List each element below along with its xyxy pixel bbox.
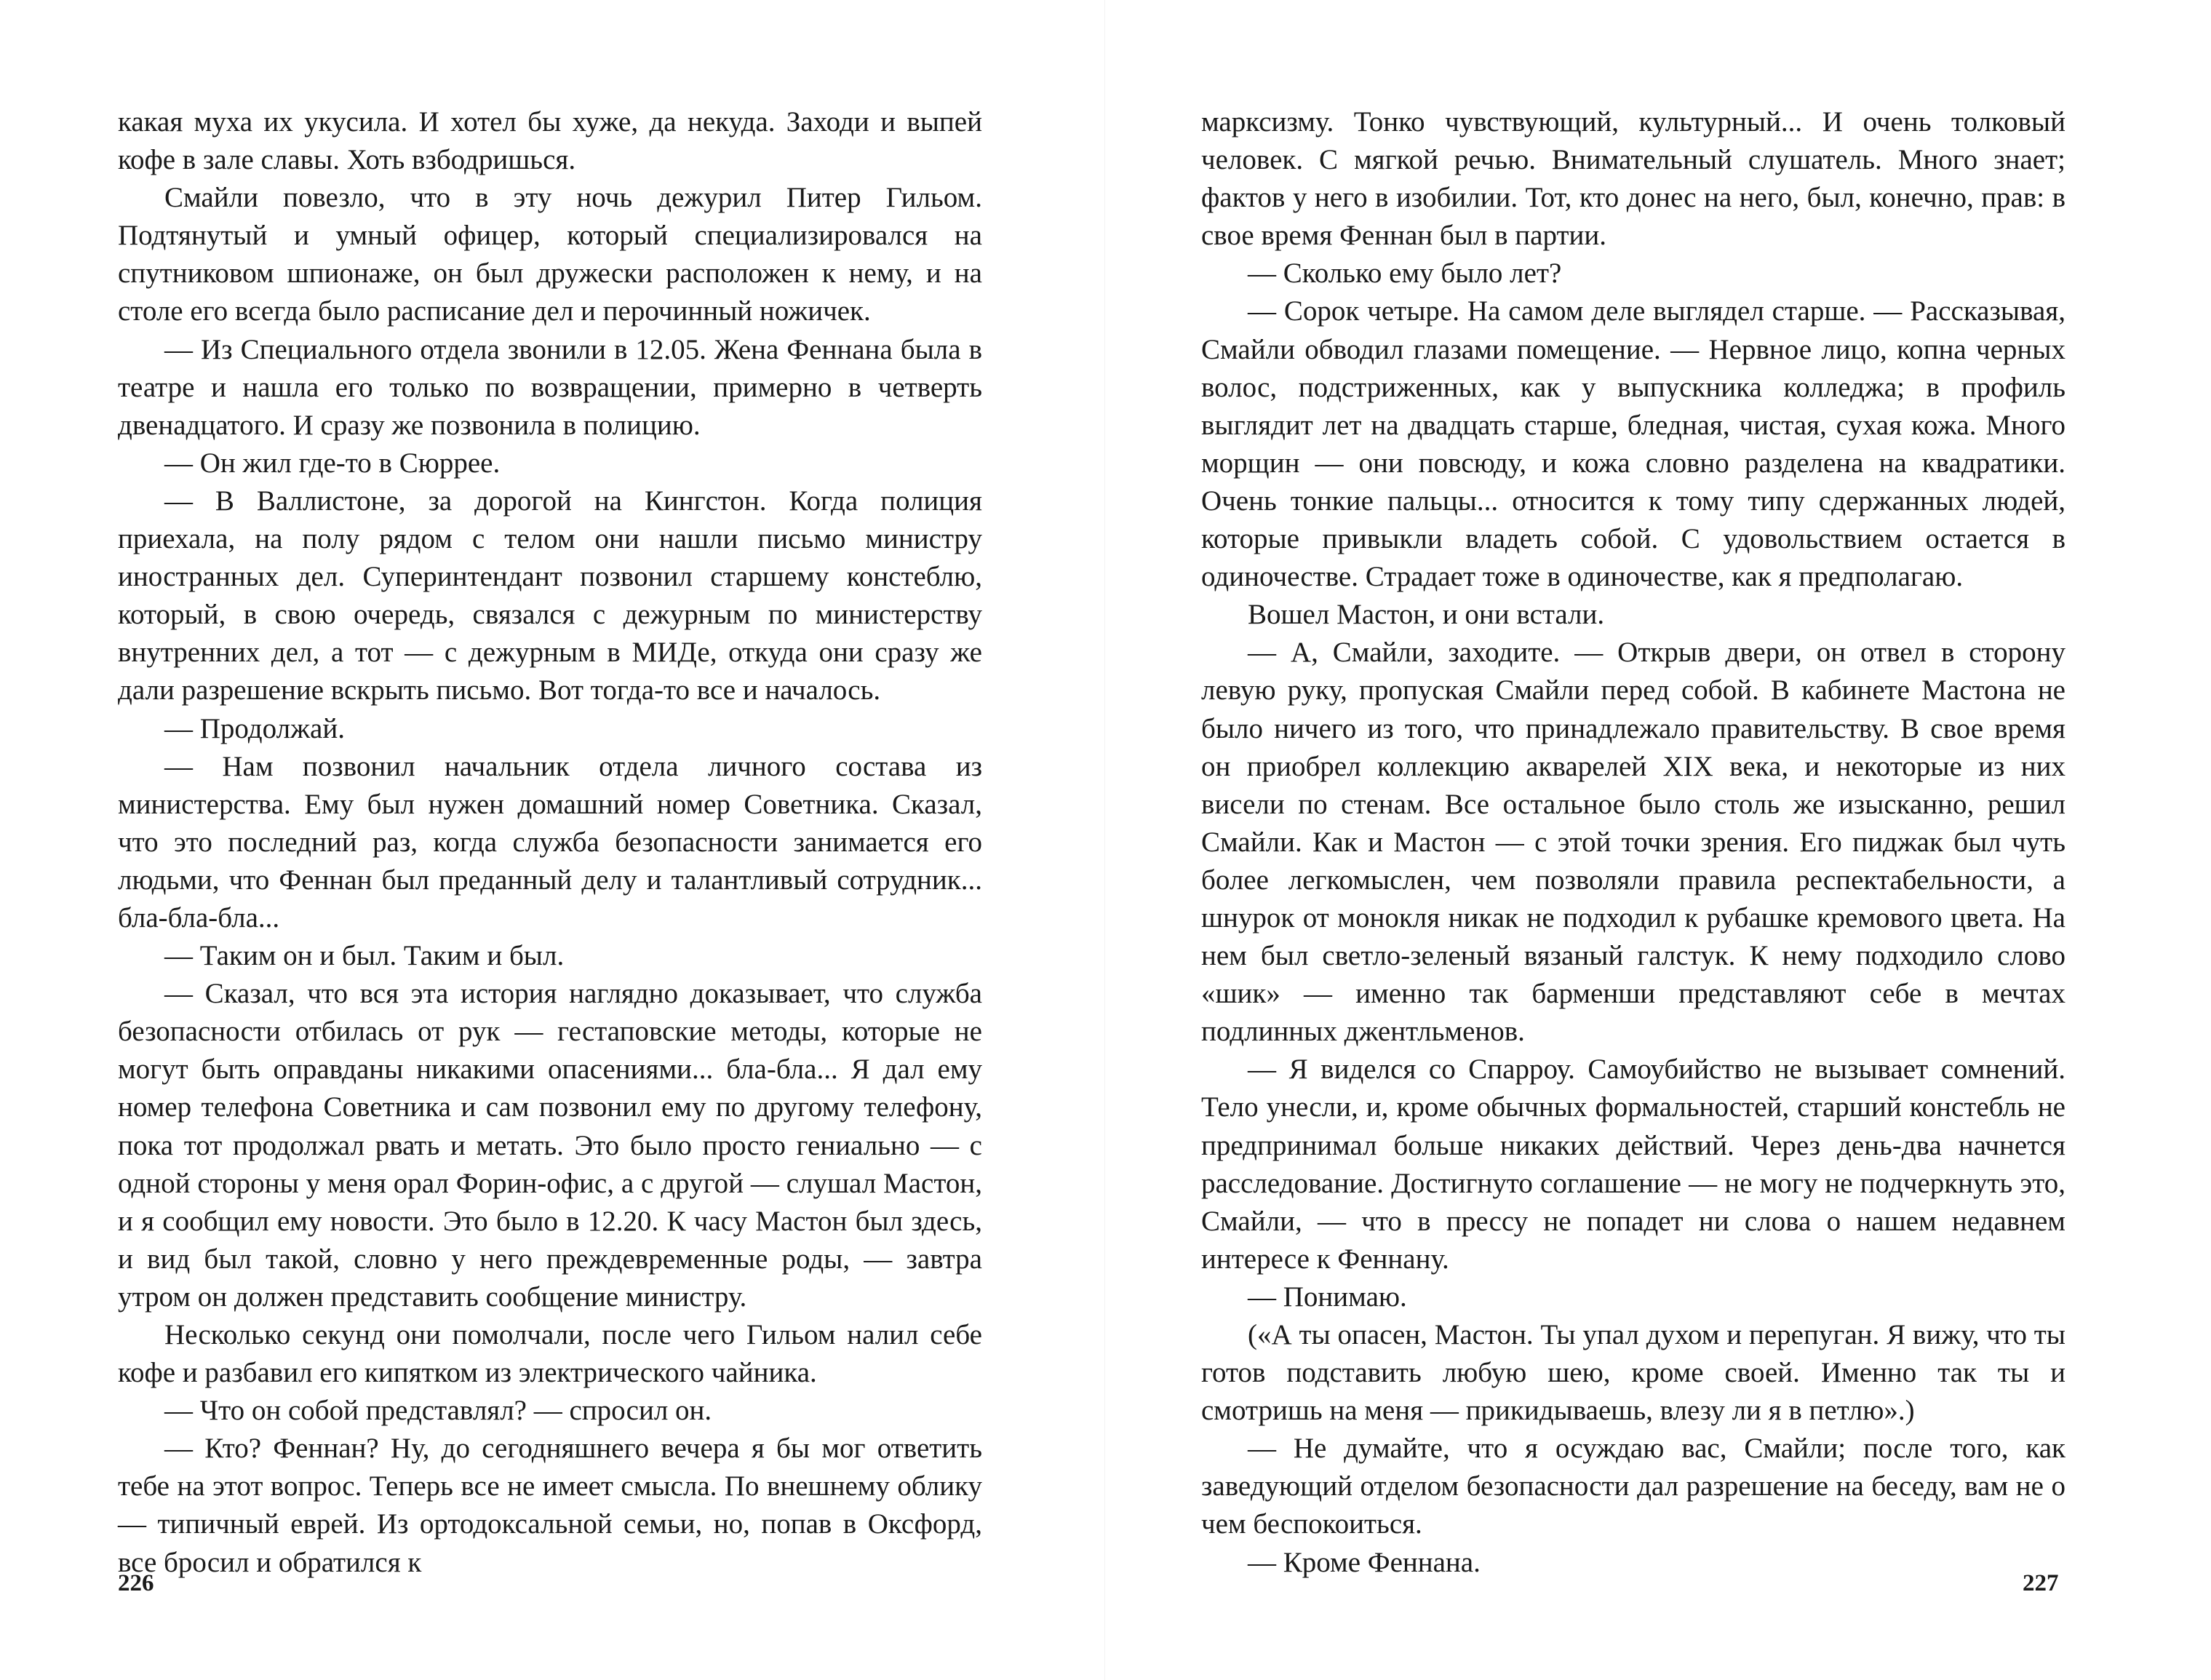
page-number: 226 <box>118 1570 154 1596</box>
paragraph: Несколько секунд они помолчали, после чего Гильом налил себе кофе и разбавил его кипятком из электрического чайника. <box>118 1319 982 1389</box>
paragraph: — Сорок четыре. На самом деле выглядел старше. — Рассказывая, Смайли обводил глазами помещение. — Нервное лицо, копна черных волос, подстриженных, как у выпускника колледжа; в профиль выглядит лет на двадцать старше, бледная, чистая, сухая кожа. Много морщин — они повсюду, и кожа словно разделена на квадратики. Очень тонкие пальцы... относится к тому типу сдержанных людей, которые привыкли владеть собой. С удовольствием остается в одиночестве. Страдает тоже в одиночестве, как я предполагаю. <box>1201 295 2065 593</box>
paragraph: — Из Специального отдела звонили в 12.05. Жена Феннана была в театре и нашла его только по возвращении, примерно в четверть двенадцатого. И сразу же позвонила в полицию. <box>118 333 982 441</box>
paragraph: — Что он собой представлял? — спросил он. <box>164 1395 712 1427</box>
paragraph: — Он жил где-то в Сюррее. <box>164 447 501 479</box>
paragraph: — Таким он и был. Таким и был. <box>164 940 565 972</box>
page-number: 227 <box>2023 1570 2059 1596</box>
paragraph: — Понимаю. <box>1248 1281 1407 1313</box>
paragraph: — А, Смайли, заходите. — Открыв двери, он отвел в сторону левую руку, пропуская Смайли перед собой. В кабинете Мастона не было ничего из того, что принадлежало правительству. В свое время он приобрел коллекцию акварелей XIX века, и некоторые из них висели по стенам. Все остальное было столь же изысканно, решил Смайли. Как и Мастон — с этой точки зрения. Его пиджак был чуть более легкомыслен, чем позволяли правила респектабельности, а шнурок от монокля никак не подходил к рубашке кремового цвета. На нем был светло-зеленый вязаный галстук. К нему подходило слово «шик» — именно так барменши представляют себе в мечтах подлинных джентльменов. <box>1201 637 2065 1048</box>
left-page-text <box>118 103 982 1582</box>
paragraph: — Кроме Феннана. <box>1248 1546 1481 1578</box>
right-page-text <box>1201 103 2065 1582</box>
paragraph: — Сколько ему было лет? <box>1248 258 1562 290</box>
page-gutter <box>1104 0 1105 1680</box>
paragraph: — Я виделся со Спарроу. Самоубийство не вызывает сомнений. Тело унесли, и, кроме обычных формальностей, старший констебль не предпринимал больше никаких действий. Через день-два начнется расследование. Достигнуто соглашение — не могу не подчеркнуть это, Смайли, — что в прессу не попадет ни слова о нашем недавнем интересе к Феннану. <box>1201 1054 2065 1275</box>
paragraph: — Не думайте, что я осуждаю вас, Смайли; после того, как заведующий отделом безопасности дал разрешение на беседу, вам не о чем беспокоиться. <box>1201 1433 2065 1540</box>
paragraph: какая муха их укусила. И хотел бы хуже, да некуда. Заходи и выпей кофе в зале славы. Хоть взбодришься. <box>118 106 982 176</box>
paragraph: — Кто? Феннан? Ну, до сегодняшнего вечера я бы мог ответить тебе на этот вопрос. Теперь все не имеет смысла. По внешнему облику — типичный еврей. Из ортодоксальной семьи, но, попав в Оксфорд, все бросил и обратился к <box>118 1433 982 1578</box>
paragraph: («А ты опасен, Мастон. Ты упал духом и перепуган. Я вижу, что ты готов подставить любую шею, кроме своей. Именно так ты и смотришь на меня — прикидываешь, влезу ли я в петлю».) <box>1201 1319 2065 1427</box>
paragraph: марксизму. Тонко чувствующий, культурный... И очень толковый человек. С мягкой речью. Внимательный слушатель. Много знает; фактов у него в изобилии. Тот, кто донес на него, был, конечно, прав: в свое время Феннан был в партии. <box>1201 106 2065 252</box>
paragraph: — Сказал, что вся эта история наглядно доказывает, что служба безопасности отбилась от рук — гестаповские методы, которые не могут быть оправданы никакими опасениями... бла-бла... Я дал ему номер телефона Советника и сам позвонил ему по другому телефону, пока тот продолжал рвать и метать. Это было просто гениально — с одной стороны у меня орал Форин-офис, а с другой — слушал Мастон, и я сообщил ему новости. Это было в 12.20. К часу Мастон был здесь, и вид был такой, словно у него преждевременные роды, — завтра утром он должен представить сообщение министру. <box>118 978 982 1313</box>
paragraph: — Продолжай. <box>164 712 345 744</box>
paragraph: — Нам позвонил начальник отдела личного состава из министерства. Ему был нужен домашний номер Советника. Сказал, что это последний раз, когда служба безопасности занимается его людьми, что Феннан был преданный делу и талантливый сотрудник... бла-бла-бла... <box>118 750 982 933</box>
left-page <box>0 0 1105 1680</box>
paragraph: Вошел Мастон, и они встали. <box>1248 599 1605 631</box>
paragraph: — В Валлистоне, за дорогой на Кингстон. Когда полиция приехала, на полу рядом с телом они нашли письмо министру иностранных дел. Суперинтендант позвонил старшему констеблю, который, в свою очередь, связался с дежурным по министерству внутренних дел, а тот — с дежурным в МИДе, откуда они сразу же дали разрешение вскрыть письмо. Вот тогда-то все и началось. <box>118 485 982 706</box>
paragraph: Смайли повезло, что в эту ночь дежурил Питер Гильом. Подтянутый и умный офицер, который специализировался на спутниковом шпионаже, он был дружески расположен к нему, и на столе его всегда было расписание дел и перочинный ножичек. <box>118 182 982 327</box>
